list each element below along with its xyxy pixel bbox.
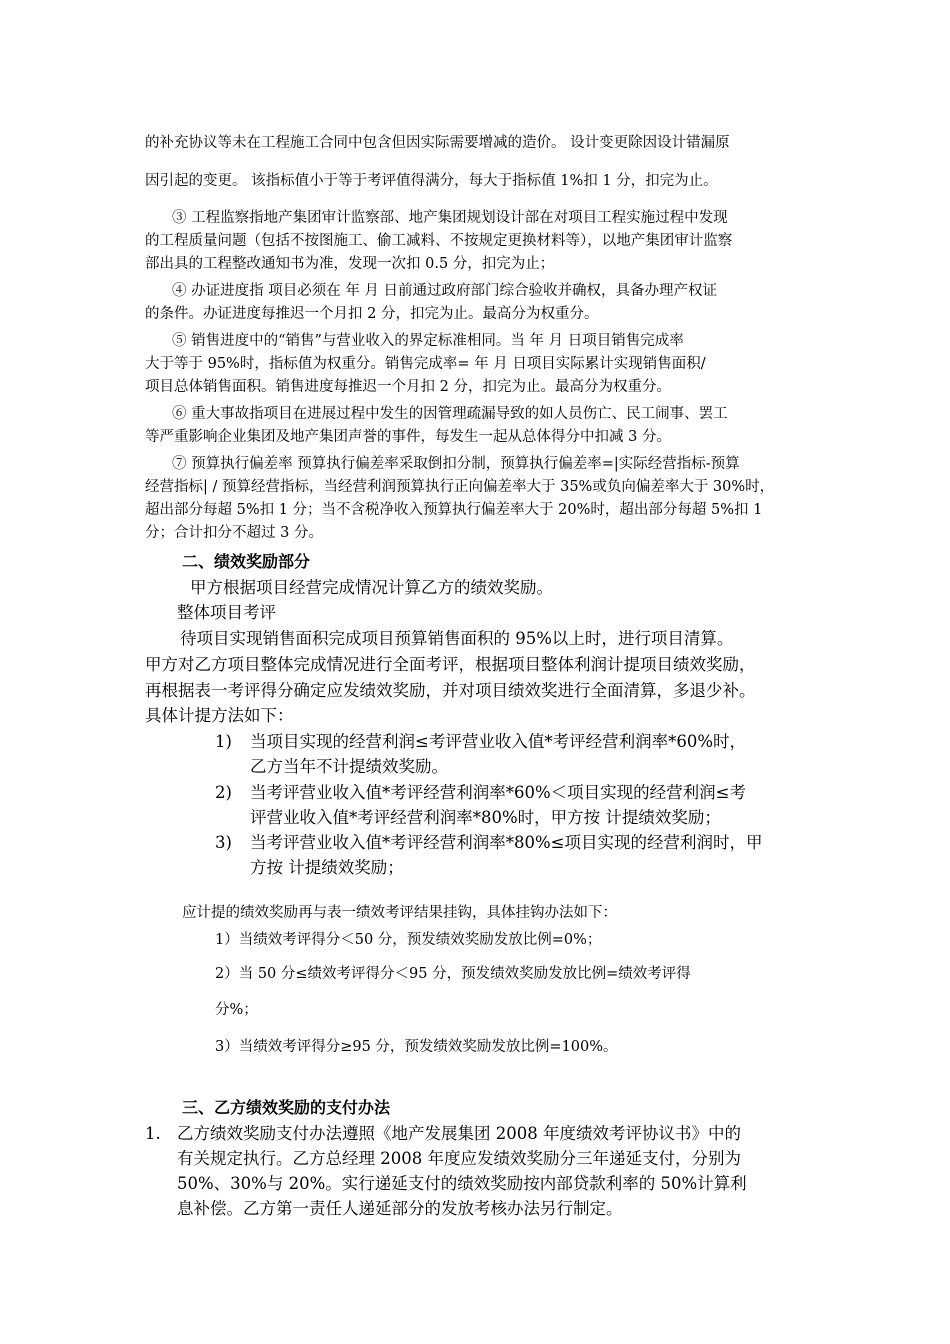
paragraph-line: 因引起的变更。 该指标值小于等于考评值得满分，每大于指标值 1%扣 1 分，扣完为止。: [145, 173, 718, 189]
item-5-line: 项目总体销售面积。销售进度每推迟一个月扣 2 分，扣完为止。最高分为权重分。: [145, 379, 671, 395]
list-item-line: 方按 计提绩效奖励；: [250, 858, 404, 877]
hook-rule: 2）当 50 分≤绩效考评得分＜95 分，预发绩效奖励发放比例=绩效考评得: [215, 966, 691, 982]
paragraph-line: 具体计提方法如下：: [145, 706, 294, 725]
item-4-line: 的条件。办证进度每推迟一个月扣 2 分，扣完为止。最高分为权重分。: [145, 306, 599, 322]
item-3-line: ③ 工程监察指地产集团审计监察部、地产集团规划设计部在对项目工程实施过程中发现: [172, 210, 728, 226]
item-7-line: 超出部分每超 5%扣 1 分；当不含税净收入预算执行偏差率大于 20%时，超出部分每超 5%扣 1: [145, 502, 763, 518]
section-3-heading: 三、乙方绩效奖励的支付办法: [182, 1098, 391, 1117]
item-3-line: 部出具的工程整改通知书为准，发现一次扣 0.5 分，扣完为止；: [145, 256, 555, 272]
list-item-line: 当项目实现的经营利润≤考评营业收入值*考评经营利润率*60%时，: [250, 732, 746, 751]
paragraph-line: 的补充协议等未在工程施工合同中包含但因实际需要增减的造价。 设计变更除因设计错漏原: [145, 135, 730, 151]
list-item-line: 当考评营业收入值*考评经营利润率*80%≤项目实现的经营利润时，甲: [250, 833, 763, 852]
list-number: 1.: [145, 1124, 161, 1143]
item-5-line: 大于等于 95%时，指标值为权重分。销售完成率= 年 月 日项目实际累计实现销售面积/: [145, 356, 706, 372]
item-7-line: 分；合计扣分不超过 3 分。: [145, 525, 323, 541]
paragraph-line: 再根据表一考评得分确定应发绩效奖励，并对项目绩效奖进行全面清算，多退少补。: [145, 681, 756, 700]
hook-rule: 3）当绩效考评得分≥95 分，预发绩效奖励发放比例=100%。: [215, 1039, 618, 1055]
item-5-line: ⑤ 销售进度中的“销售”与营业收入的界定标准相同。当 年 月 日项目销售完成率: [172, 333, 684, 349]
hook-intro: 应计提的绩效奖励再与表一绩效考评结果挂钩，具体挂钩办法如下：: [182, 905, 617, 921]
item-7-line: 经营指标| / 预算经营指标，当经营利润预算执行正向偏差率大于 35%或负向偏差率大于 30%时，: [145, 479, 775, 495]
item-6-line: ⑥ 重大事故指项目在进展过程中发生的因管理疏漏导致的如人员伤亡、民工闹事、罢工: [172, 406, 728, 422]
list-item-line: 评营业收入值*考评经营利润率*80%时，甲方按 计提绩效奖励；: [250, 808, 721, 827]
paragraph-line: 乙方绩效奖励支付办法遵照《地产发展集团 2008 年度绩效考评协议书》中的: [177, 1124, 741, 1143]
paragraph-line: 甲方对乙方项目整体完成情况进行全面考评，根据项目整体利润计提项目绩效奖励，: [145, 655, 756, 674]
item-3-line: 的工程质量问题（包括不按图施工、偷工减料、不按规定更换材料等），以地产集团审计监察: [145, 233, 733, 249]
section-2-subheading: 整体项目考评: [177, 603, 276, 622]
paragraph-line: 50%、30%与 20%。实行递延支付的绩效奖励按内部贷款利率的 50%计算利: [177, 1174, 747, 1193]
item-7-line: ⑦ 预算执行偏差率 预算执行偏差率采取倒扣分制，预算执行偏差率=|实际经营指标-预算: [172, 456, 740, 472]
section-2-heading: 二、绩效奖励部分: [182, 552, 311, 571]
list-item-line: 乙方当年不计提绩效奖励。: [250, 757, 448, 776]
section-2-intro: 甲方根据项目经营完成情况计算乙方的绩效奖励。: [190, 578, 553, 597]
paragraph-line: 有关规定执行。乙方总经理 2008 年度应发绩效奖励分三年递延支付，分别为: [177, 1149, 741, 1168]
item-6-line: 等严重影响企业集团及地产集团声誉的事件，每发生一起从总体得分中扣减 3 分。: [145, 429, 671, 445]
list-number: 1): [215, 732, 232, 751]
paragraph-line: 息补偿。乙方第一责任人递延部分的发放考核办法另行制定。: [177, 1199, 623, 1218]
paragraph-line: 待项目实现销售面积完成项目预算销售面积的 95%以上时，进行项目清算。: [180, 629, 734, 648]
hook-rule: 1）当绩效考评得分＜50 分，预发绩效奖励发放比例=0%；: [215, 932, 602, 948]
list-number: 2): [215, 783, 232, 802]
list-number: 3): [215, 833, 232, 852]
hook-rule: 分%；: [215, 1002, 258, 1018]
item-4-line: ④ 办证进度指 项目必须在 年 月 日前通过政府部门综合验收并确权，具备办理产权证: [172, 283, 718, 299]
list-item-line: 当考评营业收入值*考评经营利润率*60%＜项目实现的经营利润≤考: [250, 783, 746, 802]
